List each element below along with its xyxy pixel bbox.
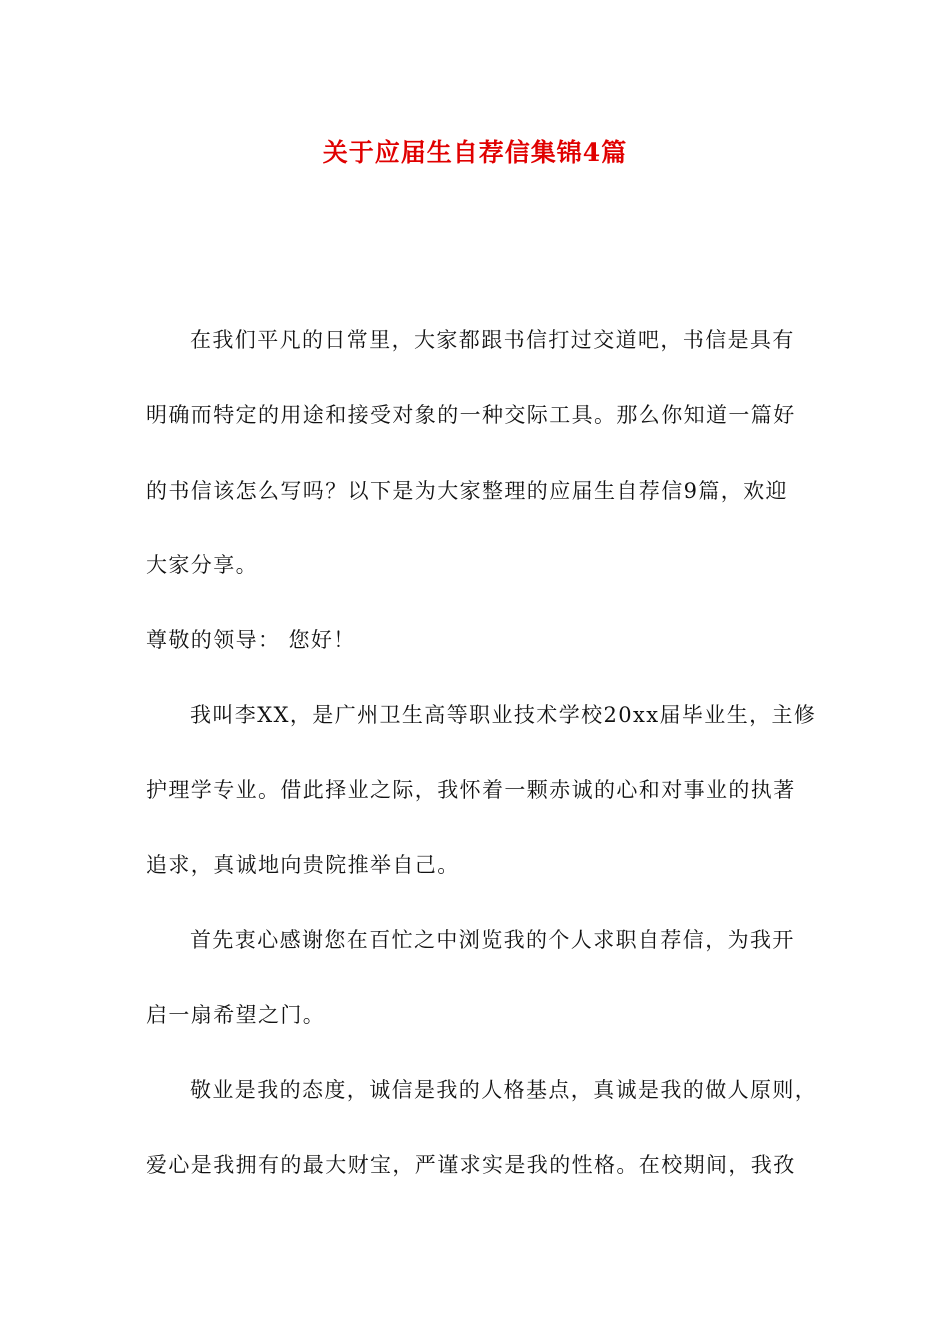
paragraph-line: 首先衷心感谢您在百忙之中浏览我的个人求职自荐信，为我开	[190, 928, 795, 952]
paragraph-line: 在我们平凡的日常里，大家都跟书信打过交道吧，书信是具有	[190, 328, 795, 352]
paragraph-line: 追求，真诚地向贵院推举自己。	[146, 853, 460, 877]
paragraph-line: 明确而特定的用途和接受对象的一种交际工具。那么你知道一篇好	[146, 403, 796, 427]
paragraph-line: 我叫李XX，是广州卫生高等职业技术学校20xx届毕业生，主修	[190, 703, 817, 727]
paragraph-line: 敬业是我的态度，诚信是我的人格基点，真诚是我的做人原则，	[190, 1078, 818, 1102]
paragraph-line: 大家分享。	[146, 553, 258, 577]
document-title: 关于应届生自荐信集锦4篇	[322, 138, 628, 167]
paragraph-line: 启一扇希望之门。	[146, 1003, 326, 1027]
paragraph-line: 护理学专业。借此择业之际，我怀着一颗赤诚的心和对事业的执著	[146, 778, 796, 802]
paragraph-line: 的书信该怎么写吗？以下是为大家整理的应届生自荐信9篇，欢迎	[146, 479, 788, 503]
paragraph-line: 爱心是我拥有的最大财宝，严谨求实是我的性格。在校期间，我孜	[146, 1153, 796, 1177]
salutation-line: 尊敬的领导： 您好！	[146, 628, 356, 652]
